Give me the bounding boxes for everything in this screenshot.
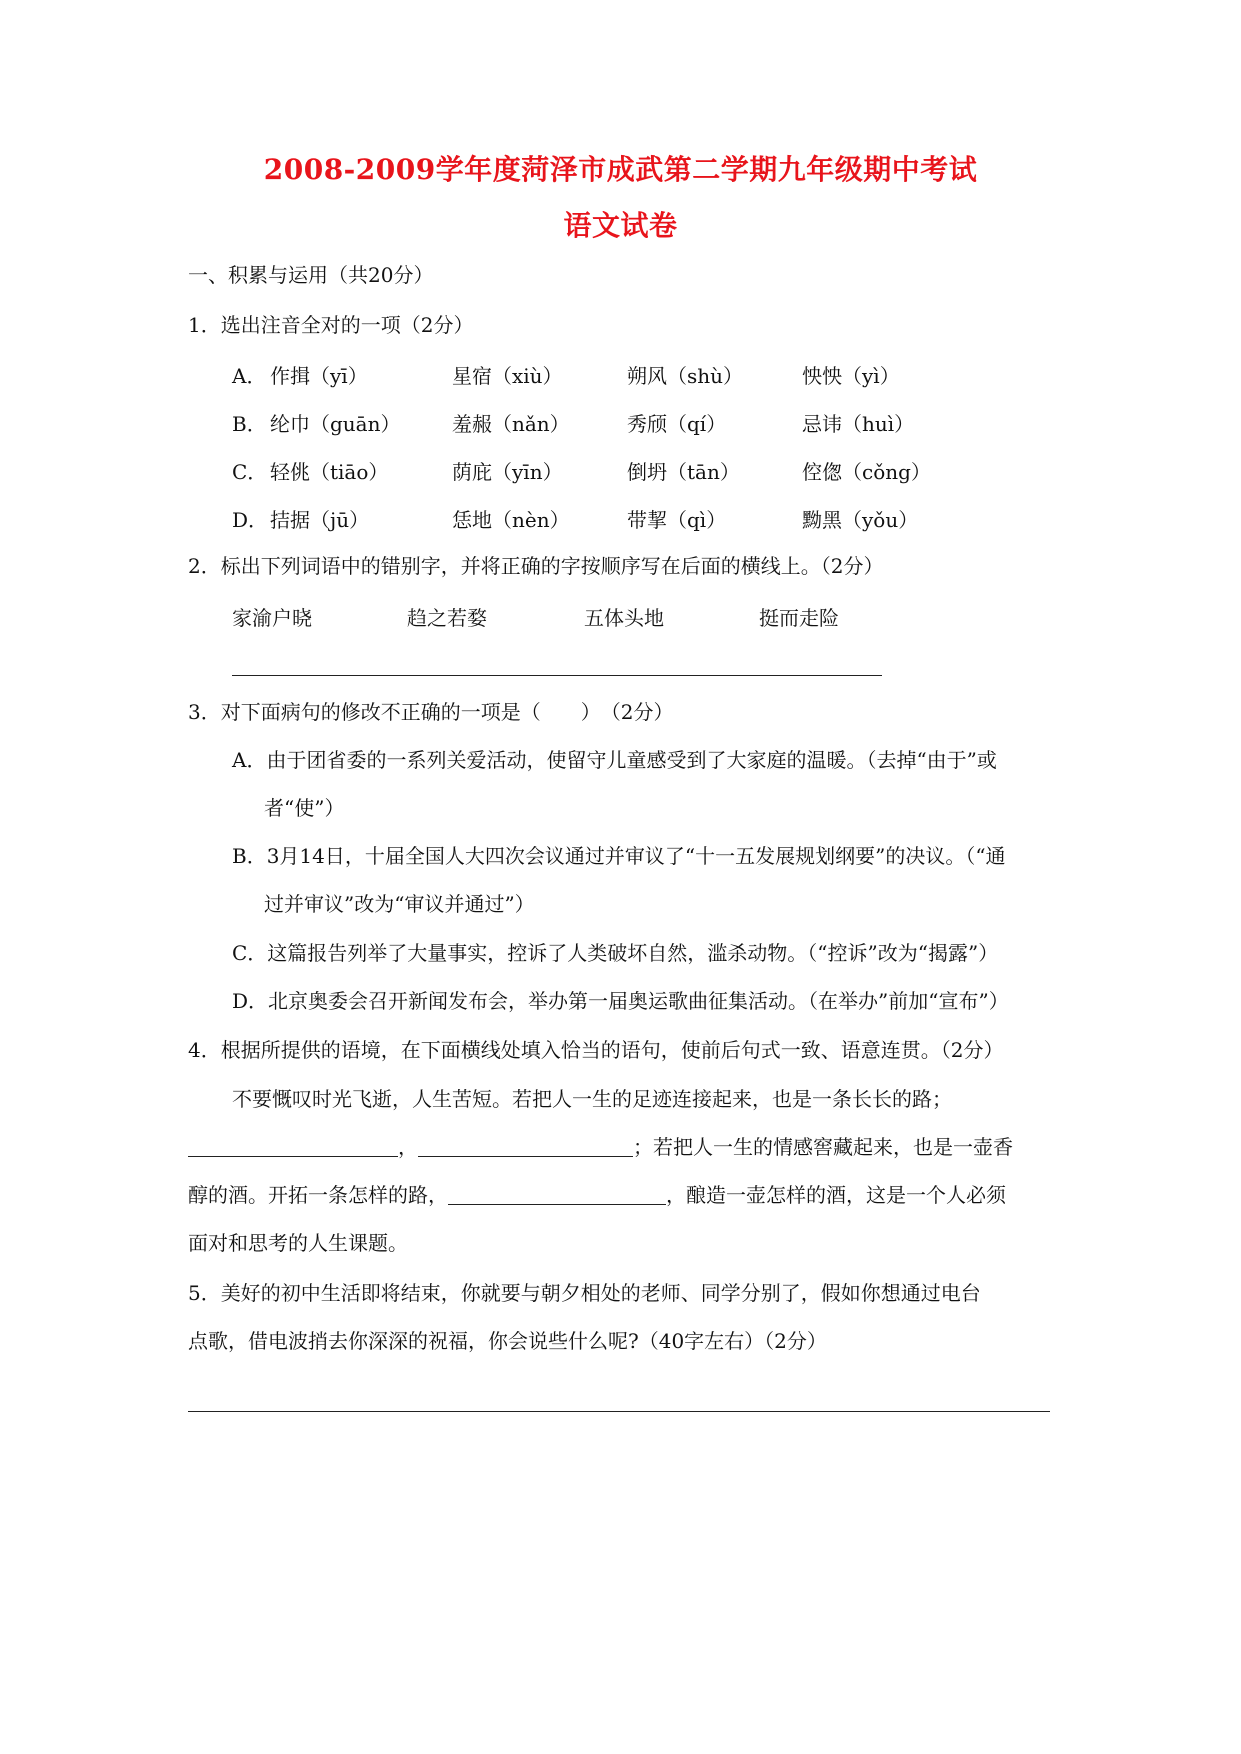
q4-passage-text: 醇的酒。开拓一条怎样的路， <box>188 1183 448 1207</box>
q3-option-b-line2: 过并审议”改为“审议并通过”） <box>264 892 535 916</box>
answer-line[interactable] <box>232 675 882 676</box>
option-item: 朔风（shù） <box>627 364 744 388</box>
q4-passage-line4: 面对和思考的人生课题。 <box>188 1231 408 1255</box>
question-2-prompt: 2．标出下列词语中的错别字，并将正确的字按顺序写在后面的横线上。（2分） <box>188 554 884 578</box>
option-item: 黝黑（yǒu） <box>802 508 919 532</box>
word-item: 家渝户晓 <box>232 606 312 630</box>
q4-passage-line2 <box>188 1134 1013 1160</box>
q4-passage-text: ；若把人一生的情感窖藏起来，也是一壶香 <box>633 1135 1013 1159</box>
word-item: 趋之若婺 <box>407 606 487 630</box>
answer-line[interactable] <box>188 1411 1050 1412</box>
word-item: 挺而走险 <box>759 606 839 630</box>
section-heading: 一、积累与运用（共20分） <box>188 263 434 287</box>
option-label: D． <box>232 508 269 532</box>
exam-title: 2008-2009学年度菏泽市成武第二学期九年级期中考试 <box>263 153 978 186</box>
option-item: 纶巾（guān） <box>270 412 401 436</box>
option-item: 星宿（xiù） <box>452 364 563 388</box>
question-5-line2: 点歌，借电波捎去你深深的祝福，你会说些什么呢?（40字左右）（2分） <box>188 1329 827 1353</box>
q3-option-d: D．北京奥委会召开新闻发布会，举办第一届奥运歌曲征集活动。（在举办”前加“宣布”） <box>232 989 1009 1013</box>
fill-blank-2[interactable] <box>418 1134 633 1157</box>
q4-passage-line3 <box>188 1182 1006 1208</box>
question-4-prompt: 4．根据所提供的语境，在下面横线处填入恰当的语句，使前后句式一致、语意连贯。（2分） <box>188 1038 1004 1062</box>
fill-blank-3[interactable] <box>448 1182 666 1205</box>
q3-option-a-line1: A．由于团省委的一系列关爱活动，使留守儿童感受到了大家庭的温暖。（去掉“由于”或 <box>232 748 997 772</box>
option-item: 怏怏（yì） <box>802 364 900 388</box>
question-5-line1: 5．美好的初中生活即将结束，你就要与朝夕相处的老师、同学分别了，假如你想通过电台 <box>188 1281 981 1305</box>
option-label: C． <box>232 460 268 484</box>
q3-option-c: C．这篇报告列举了大量事实，控诉了人类破坏自然，滥杀动物。（“控诉”改为“揭露”） <box>232 941 999 965</box>
question-1-prompt: 1．选出注音全对的一项（2分） <box>188 313 474 337</box>
option-item: 倒坍（tān） <box>627 460 740 484</box>
q4-passage-line1: 不要慨叹时光飞逝，人生苦短。若把人一生的足迹连接起来，也是一条长长的路； <box>232 1087 952 1111</box>
option-item: 轻佻（tiāo） <box>270 460 389 484</box>
option-item: 荫庇（yīn） <box>452 460 563 484</box>
option-label: A． <box>232 364 267 388</box>
option-item: 恁地（nèn） <box>452 508 570 532</box>
q3-option-a-line2: 者“使”） <box>264 796 345 820</box>
option-item: 带挈（qì） <box>627 508 727 532</box>
option-item: 作揖（yī） <box>270 364 368 388</box>
option-item: 拮据（jū） <box>270 508 370 532</box>
q4-comma: ， <box>398 1135 418 1159</box>
word-item: 五体头地 <box>584 606 664 630</box>
question-3-prompt: 3．对下面病句的修改不正确的一项是（ ） （2分） <box>188 700 674 724</box>
option-item: 羞赧（nǎn） <box>452 412 570 436</box>
option-item: 忌讳（huì） <box>802 412 915 436</box>
exam-subtitle: 语文试卷 <box>563 209 678 242</box>
option-item: 秀颀（qí） <box>627 412 727 436</box>
q3-option-b-line1: B．3月14日，十届全国人大四次会议通过并审议了“十一五发展规划纲要”的决议。（“通 <box>232 844 1006 868</box>
q4-passage-text: ，酿造一壶怎样的酒，这是一个人必须 <box>666 1183 1006 1207</box>
option-label: B． <box>232 412 267 436</box>
fill-blank-1[interactable] <box>188 1134 398 1157</box>
option-item: 倥偬（cǒng） <box>802 460 931 484</box>
